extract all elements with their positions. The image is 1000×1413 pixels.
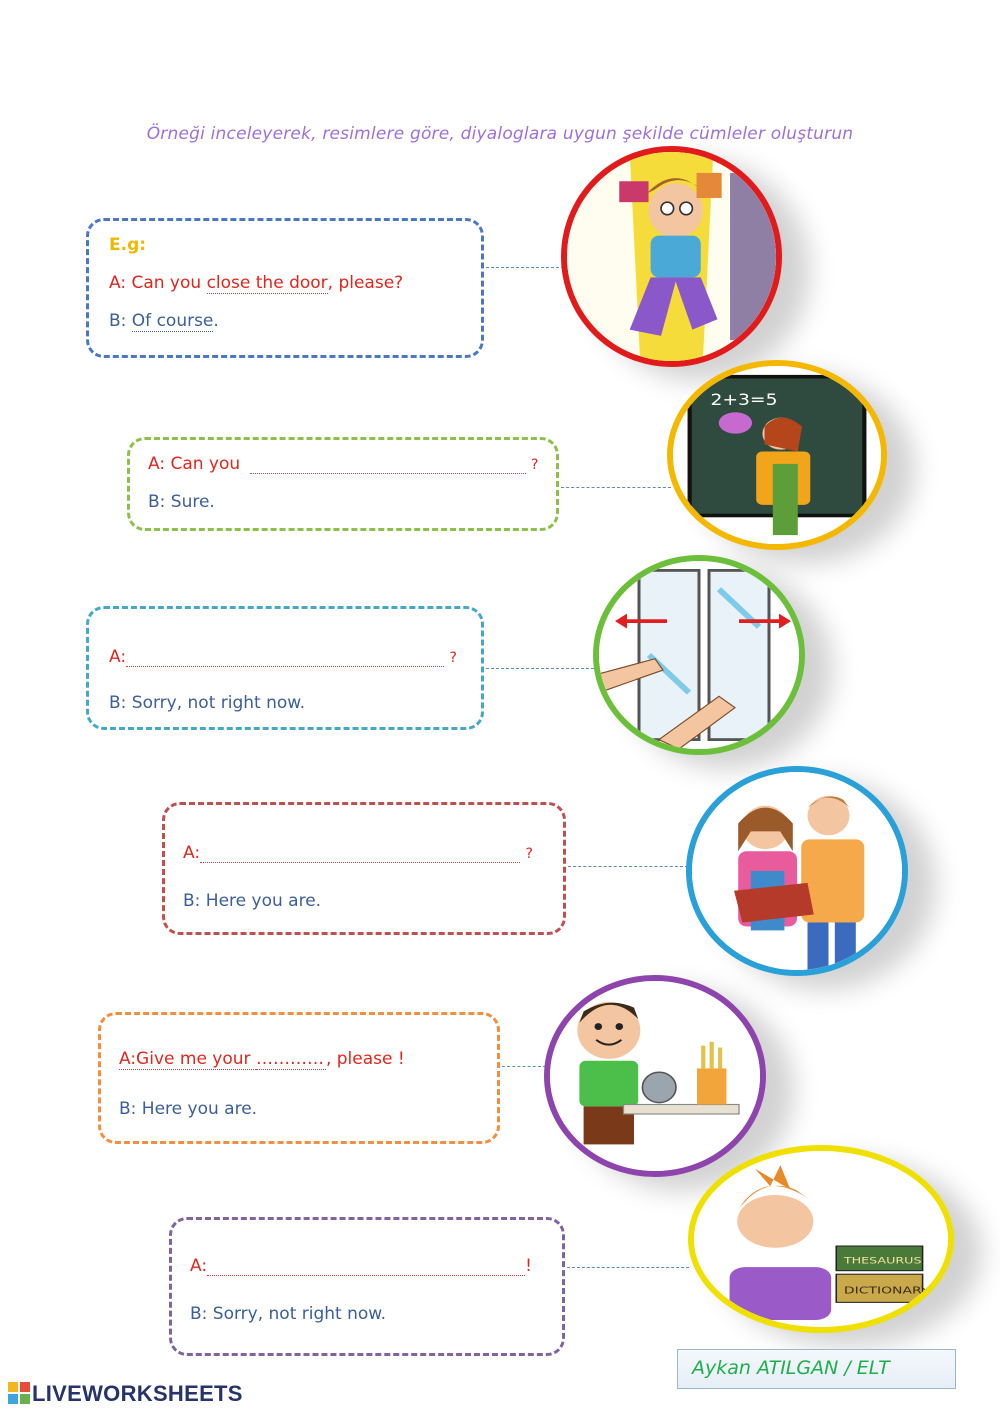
example-a-prefix: A: Can you [109, 273, 207, 293]
dialog6-a-end: ! [525, 1256, 532, 1276]
dialog-box-3 [86, 606, 484, 730]
example-line-b [109, 311, 219, 331]
dialog5-answer-blank[interactable]: ………… [255, 1049, 324, 1069]
dialog6-a-text: A: [190, 1256, 208, 1276]
dialog-box-6 [169, 1217, 565, 1356]
dialog-box-5 [98, 1012, 500, 1144]
example-b-prefix: B: [109, 311, 132, 331]
dialog4-line-a [183, 843, 533, 863]
dialog3-line-a [109, 647, 457, 667]
connector-line [568, 866, 688, 867]
dictionary-label: DICTIONARY [843, 1284, 930, 1296]
picture-closet-door [561, 146, 782, 367]
example-tag: E.g: [109, 235, 147, 255]
dialog-box-2 [127, 437, 559, 531]
board-text: 2+3=5 [710, 391, 778, 410]
liveworksheets-logo-icon [8, 1382, 30, 1404]
connector-line [486, 267, 564, 268]
dialog6-line-a [190, 1256, 532, 1276]
brand-name: LIVEWORKSHEETS [32, 1381, 243, 1406]
example-b-suffix: . [213, 311, 219, 331]
dialog2-a-text: A: Can you [148, 454, 241, 474]
connector-line [567, 1267, 689, 1268]
dialog5-line-b: B: Here you are. [119, 1099, 258, 1119]
instruction-text: Örneği inceleyerek, resimlere göre, diyaloglara uygun şekilde cümleler oluşturun [146, 124, 854, 144]
picture-clean-board [667, 360, 887, 550]
dialog5-a-text: A:Give me your [119, 1049, 256, 1069]
thesaurus-label: THESAURUS [843, 1255, 922, 1267]
example-line-a [109, 273, 403, 293]
dialog2-line-b: B: Sure. [148, 492, 215, 512]
dialog5-a-end: , please ! [325, 1049, 405, 1069]
example-a-suffix: , please? [327, 273, 404, 293]
picture-open-window [593, 555, 805, 755]
picture-boy-dictionary [688, 1145, 954, 1333]
dialog3-line-b: B: Sorry, not right now. [109, 693, 306, 713]
dialog3-answer-blank[interactable] [126, 650, 444, 667]
dialog4-answer-blank[interactable] [200, 846, 520, 863]
picture-boy-sharpener [544, 975, 766, 1177]
example-a-answer: close the door [206, 273, 328, 293]
picture-kids-book [686, 766, 908, 976]
dialog5-line-a [119, 1049, 405, 1070]
connector-line [486, 668, 594, 669]
example-b-answer: Of course [131, 311, 214, 331]
dialog6-line-b: B: Sorry, not right now. [190, 1304, 387, 1324]
dialog4-a-end: ? [525, 846, 533, 862]
dialog4-line-b: B: Here you are. [183, 891, 322, 911]
connector-line [561, 487, 671, 488]
dialog6-answer-blank[interactable] [207, 1259, 525, 1276]
dialog2-answer-blank[interactable] [250, 457, 526, 474]
dialog2-a-end: ? [530, 457, 539, 473]
brand-logo [8, 1381, 243, 1407]
dialog2-line-a [148, 454, 538, 474]
example-dialog-box [86, 218, 484, 358]
connector-line [502, 1066, 546, 1067]
dialog3-a-text: A: [109, 647, 127, 667]
dialog4-a-text: A: [183, 843, 201, 863]
author-credit: Aykan ATILGAN / ELT [677, 1349, 956, 1389]
dialog3-a-end: ? [449, 650, 457, 666]
dialog-box-4 [162, 802, 566, 935]
